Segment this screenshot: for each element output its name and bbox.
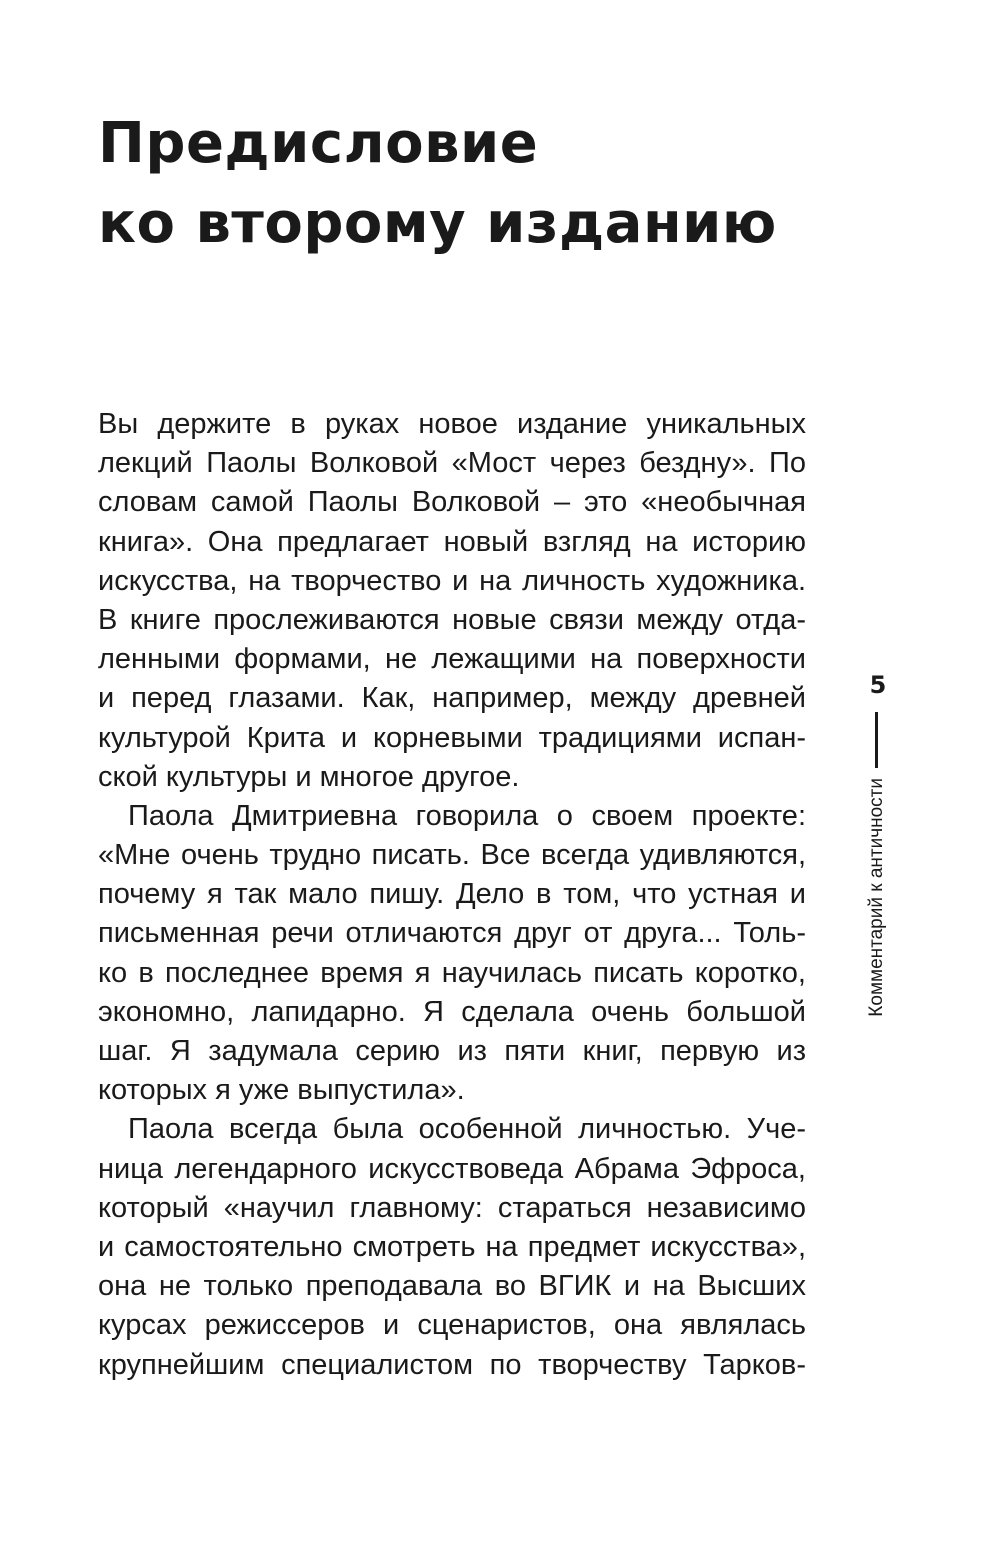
text-line: Вы держите в руках новое издание уникальных: [98, 408, 806, 440]
text-line: «Мне очень трудно писать. Все всегда удивляются,: [98, 839, 806, 872]
text-line: курсах режиссеров и сценаристов, она являлась: [98, 1309, 806, 1342]
text-line: экономно, лапидарно. Я сделала очень большой: [98, 995, 806, 1028]
text-line: ской культуры и многое другое.: [98, 760, 520, 793]
chapter-title-line: ко второму изданию: [98, 191, 777, 256]
margin-column: [848, 660, 908, 1020]
text-line: почему я так мало пишу. Дело в том, что устная и: [98, 878, 806, 911]
text-line: и перед глазами. Как, например, между древней: [98, 682, 806, 715]
chapter-title: [98, 104, 818, 264]
text-line: ница легендарного искусствоведа Абрама Эфроса,: [98, 1152, 806, 1185]
text-line: она не только преподавала во ВГИК и на Высших: [98, 1270, 806, 1303]
text-line: лекций Паолы Волковой «Мост через бездну». По: [98, 447, 806, 480]
text-line: ленными формами, не лежащими на поверхности: [98, 643, 806, 676]
text-line: культурой Крита и корневыми традициями испан-: [98, 721, 806, 754]
text-line: В книге прослеживаются новые связи между отда-: [98, 603, 806, 636]
text-line: крупнейшим специалистом по творчеству Тарков-: [98, 1348, 806, 1381]
chapter-title-line: Предисловие: [98, 111, 539, 176]
text-line: который «научил главному: стараться независимо: [98, 1191, 806, 1224]
text-line: которых я уже выпустила».: [98, 1074, 465, 1107]
page-number: 5: [869, 671, 887, 699]
text-line: книга». Она предлагает новый взгляд на историю: [98, 525, 806, 558]
text-line: и самостоятельно смотреть на предмет искусства»,: [98, 1230, 806, 1263]
body-text: [98, 405, 806, 1385]
text-line: письменная речи отличаются друг от друга... Толь-: [98, 917, 806, 950]
text-line: искусства, на творчество и на личность художника.: [98, 564, 806, 597]
text-line: Паола всегда была особенной личностью. Уче-: [128, 1113, 806, 1146]
text-line: шаг. Я задумала серию из пяти книг, первую из: [98, 1035, 806, 1067]
text-line: словам самой Паолы Волковой – это «необычная: [98, 486, 806, 519]
text-line: Паола Дмитриевна говорила о своем проекте:: [128, 799, 806, 832]
margin-rule: [875, 712, 878, 768]
text-line: ко в последнее время я научилась писать коротко,: [98, 956, 806, 989]
running-head-text: Комментарий к античности: [866, 778, 887, 1017]
